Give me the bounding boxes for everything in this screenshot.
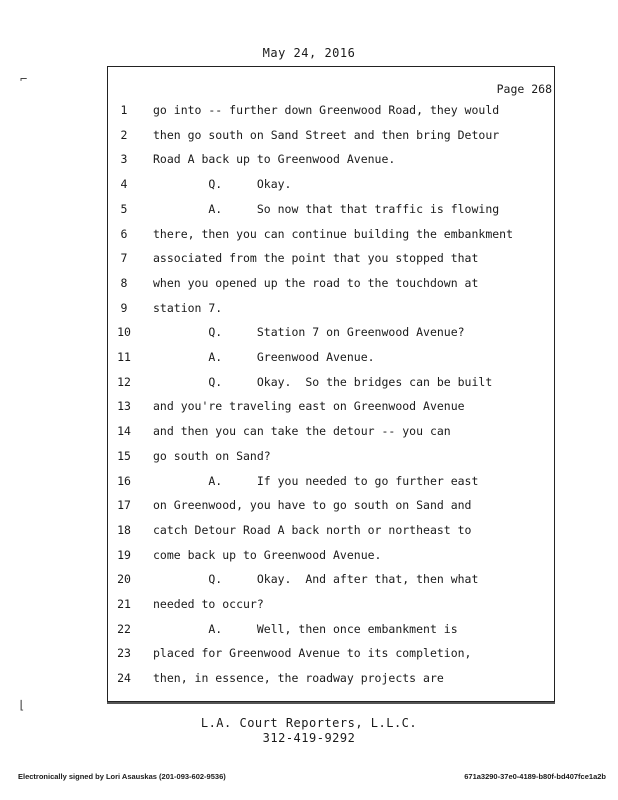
line-text: placed for Greenwood Avenue to its completion, bbox=[153, 646, 472, 661]
line-number: 18 bbox=[117, 522, 131, 537]
electronic-signature-note: Electronically signed by Lori Asauskas (201-093-602-9536) bbox=[18, 772, 226, 781]
document-id: 671a3290-37e0-4189-b80f-bd407fce1a2b bbox=[464, 772, 606, 781]
line-number: 4 bbox=[120, 177, 128, 192]
line-number: 2 bbox=[120, 127, 128, 142]
line-number: 12 bbox=[117, 374, 131, 389]
line-text: on Greenwood, you have to go south on Sand and bbox=[153, 498, 472, 513]
line-number: 9 bbox=[120, 300, 128, 315]
line-text: then, in essence, the roadway projects are bbox=[153, 671, 444, 686]
line-text: A. Well, then once embankment is bbox=[153, 621, 458, 636]
line-number: 22 bbox=[117, 621, 131, 636]
line-text: go into -- further down Greenwood Road, they would bbox=[153, 103, 500, 117]
line-text: Q. Station 7 on Greenwood Avenue? bbox=[153, 325, 465, 340]
line-number: 13 bbox=[117, 399, 131, 414]
line-text: Q. Okay. So the bridges can be built bbox=[153, 374, 493, 389]
scan-mark: ⌊ bbox=[18, 698, 26, 712]
line-text: needed to occur? bbox=[153, 597, 264, 611]
line-text: A. If you needed to go further east bbox=[153, 473, 479, 488]
line-number: 24 bbox=[117, 671, 131, 686]
line-text: Road A back up to Greenwood Avenue. bbox=[153, 152, 396, 167]
line-text: Q. Okay. And after that, then what bbox=[153, 572, 479, 587]
line-text: when you opened up the road to the touchdown at bbox=[153, 275, 479, 290]
line-number: 14 bbox=[117, 424, 131, 439]
line-number: 1 bbox=[120, 103, 128, 117]
line-text: A. Greenwood Avenue. bbox=[153, 350, 375, 364]
line-text: station 7. bbox=[153, 300, 223, 315]
line-number: 16 bbox=[117, 473, 131, 488]
line-text: catch Detour Road A back north or northeast to bbox=[153, 522, 472, 537]
line-number: 10 bbox=[117, 325, 131, 340]
line-text: come back up to Greenwood Avenue. bbox=[153, 547, 382, 562]
deposition-date: May 24, 2016 bbox=[262, 46, 356, 60]
line-text: and you're traveling east on Greenwood Avenue bbox=[153, 399, 465, 414]
line-text: A. So now that that traffic is flowing bbox=[153, 201, 500, 216]
court-reporter-name: L.A. Court Reporters, L.L.C. bbox=[200, 716, 418, 730]
court-reporter-phone: 312-419-9292 bbox=[262, 731, 356, 745]
line-number: 5 bbox=[120, 201, 128, 216]
frame-bottom-edge bbox=[107, 702, 555, 704]
line-text: there, then you can continue building the embankment bbox=[153, 226, 514, 241]
line-number: 3 bbox=[120, 152, 128, 167]
line-text: associated from the point that you stopped that bbox=[153, 251, 479, 266]
line-number: 15 bbox=[117, 448, 131, 463]
line-number: 8 bbox=[120, 275, 128, 290]
line-number: 21 bbox=[117, 597, 131, 611]
line-number: 6 bbox=[120, 226, 128, 241]
line-number: 7 bbox=[120, 251, 128, 266]
line-number: 20 bbox=[117, 572, 131, 587]
line-text: go south on Sand? bbox=[153, 448, 271, 463]
scan-mark: ⌐ bbox=[20, 72, 28, 86]
line-text: Q. Okay. bbox=[153, 177, 292, 192]
line-number: 19 bbox=[117, 547, 131, 562]
line-number: 17 bbox=[117, 498, 131, 513]
line-number: 11 bbox=[117, 350, 131, 364]
line-text: and then you can take the detour -- you can bbox=[153, 424, 451, 439]
page-number-label: Page 268 bbox=[496, 82, 552, 96]
line-number: 23 bbox=[117, 646, 131, 661]
line-text: then go south on Sand Street and then bring Detour bbox=[153, 127, 500, 142]
